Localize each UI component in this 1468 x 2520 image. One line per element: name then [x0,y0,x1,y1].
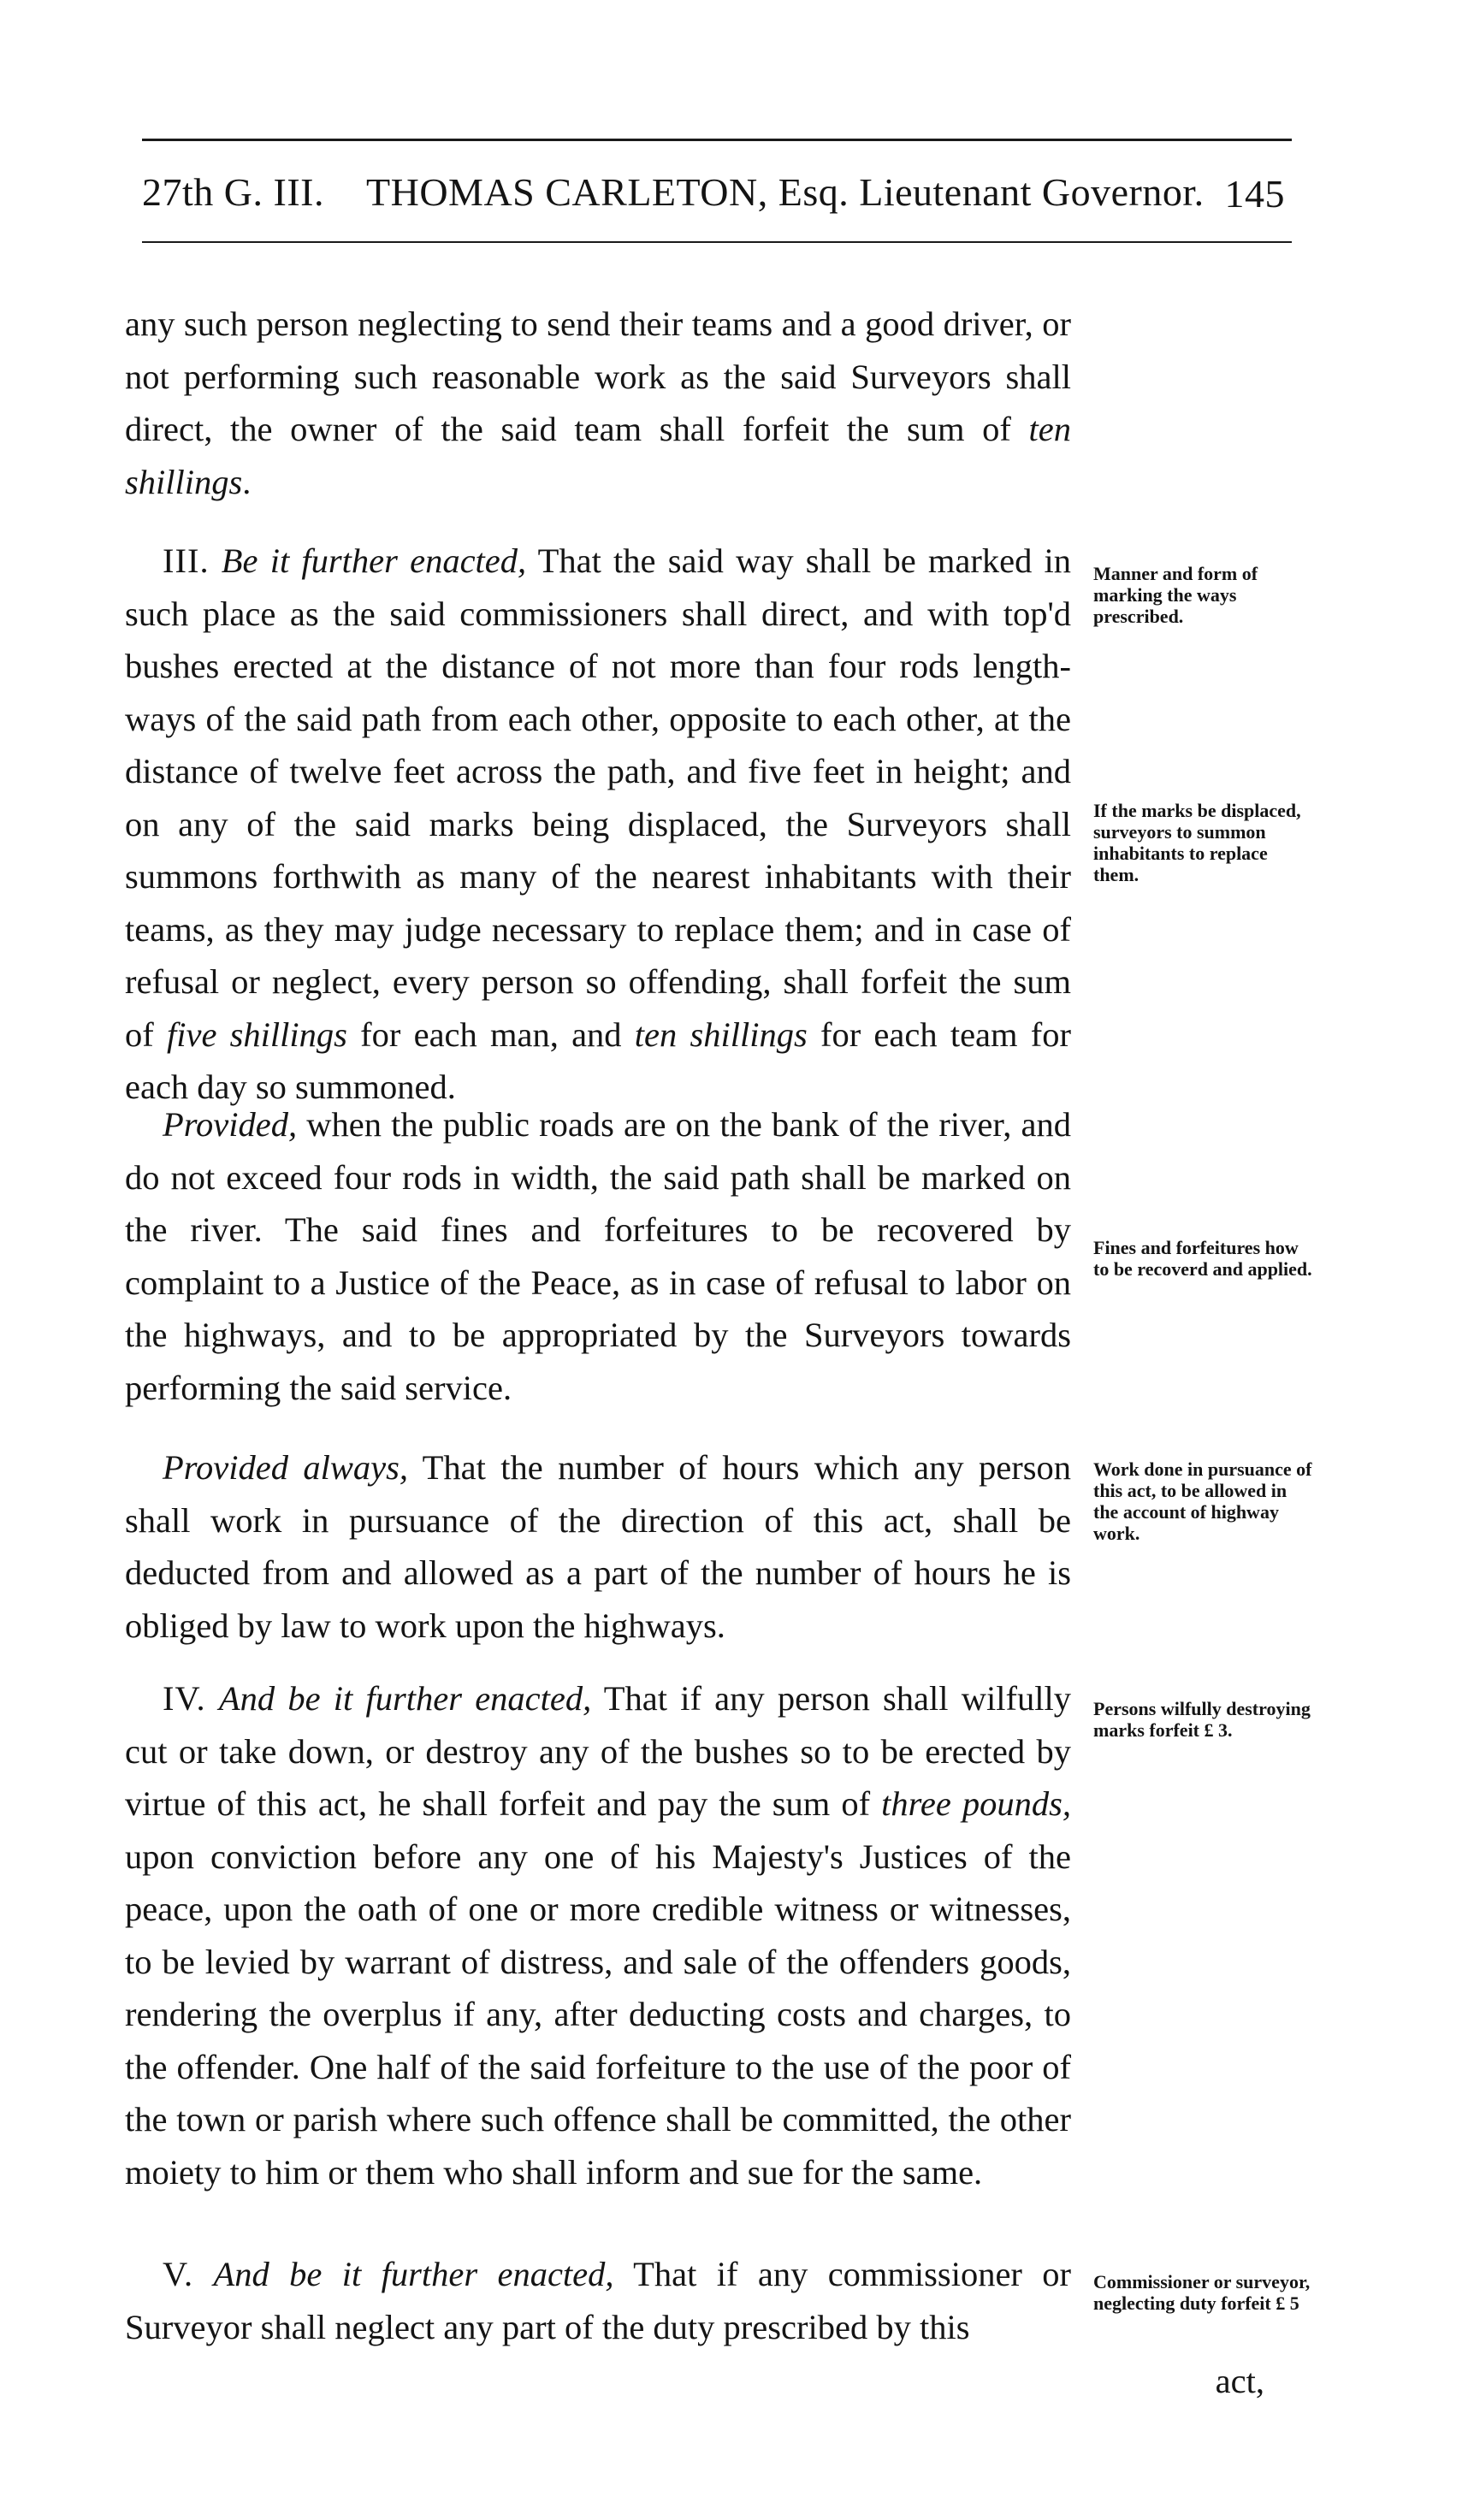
running-header [142,163,1292,222]
italic-sum: ten shillings [634,1015,808,1054]
margin-note: Fines and forfeitures how to be recoverd and applied. [1093,1237,1312,1280]
section-iii [125,535,1071,1114]
running-title: THOMAS CARLETON, Esq. Lieutenant Governor. [366,170,1205,214]
regnal-year: 27th G. III. [142,170,324,214]
section-text: That the said way shall be marked in such place as the said commissioners shall direct, and with top'd bushes erected at the distance of not more than four rods length-ways of the said path from each other, opposite to each other, at the distance of twelve feet across the path, and five feet in height; and on any of the said marks being displaced, the Surveyors shall summons forthwith as many of the nearest inhabitants with their teams, as they may judge necessary to replace them; and in case of refusal or neglect, every person so offending, shall forfeit the sum of [125,541,1072,1054]
margin-note: If the marks be displaced, surveyors to summon inhabitants to replace them. [1093,800,1301,885]
proviso-hours [125,1441,1071,1652]
catchword: act, [1215,2362,1264,2400]
enacting-clause: And be it further enacted, [213,2255,614,2293]
section-number: III. [163,541,210,580]
section-text: That if any commissioner or Surveyor shall neglect any part of the duty prescribed by this [125,2255,1072,2346]
page-number: 145 [1224,172,1285,216]
section-text: for each man, and [346,1015,635,1054]
proviso-text: when the public roads are on the bank of the river, and do not exceed four rods in width, the said path shall be marked on the river. The said fines and forfeitures to be recovered by complaint to a Justice of the Peace, as in case of refusal to labor on the highways, and to be appropriated by the Surveyors towards performing the said service. [125,1105,1071,1407]
margin-note: Manner and form of marking the ways prescribed. [1093,563,1258,627]
enacting-clause: And be it further enacted, [218,1679,592,1718]
section-text: upon conviction before any one of his Majesty's Justices of the peace, upon the oath of one or more credible witness or witnesses, to be levied by warrant of distress, and sale of the offenders goods, rendering the overplus if any, after deducting costs and charges, to the offender. One half of the said forfeiture to the use of the poor of the town or parish where such offence shall be committed, the other moiety to him or them who shall inform and sue for the same. [125,1837,1071,2192]
margin-note: Commissioner or surveyor, neglecting duty forfeit £ 5 [1093,2271,1311,2314]
enacting-clause: Be it further enacted, [221,541,527,580]
header-rule-bottom [142,241,1292,243]
margin-note: Work done in pursuance of this act, to be allowed in the account of highway work. [1093,1458,1312,1544]
paragraph-text: any such person neglecting to send their teams and a good driver, or not performing such reasonable work as the said Surveyors shall direct, the owner of the said team shall forfeit the sum of [125,305,1071,448]
proviso-clause: Provided always, [163,1448,408,1487]
italic-sum: three pounds, [881,1784,1071,1823]
margin-note: Persons wilfully destroying marks forfeit £ 3. [1093,1698,1311,1741]
italic-sum: five shillings [166,1015,347,1054]
section-text: That if any person shall wilfully cut or take down, or destroy any of the bushes so to be erected by virtue of this act, he shall forfeit and pay the sum of [125,1679,1071,1823]
section-number: IV. [163,1679,206,1718]
proviso-river [125,1098,1071,1414]
paragraph-continuation [125,298,1071,508]
proviso-clause: Provided, [163,1105,298,1144]
section-number: V. [163,2255,194,2293]
proviso-text: That the number of hours which any person shall work in pursuance of the direction of this act, shall be deducted from and allowed as a part of the number of hours he is obliged by law to work upon the highways. [125,1448,1072,1645]
header-rule-top [142,139,1292,141]
paragraph-end: . [242,462,252,501]
section-v [125,2248,1071,2353]
italic-sum: ten shillings [125,410,1071,501]
section-iv [125,1672,1071,2198]
section-text: for each team for each day so summoned. [125,1015,1071,1106]
